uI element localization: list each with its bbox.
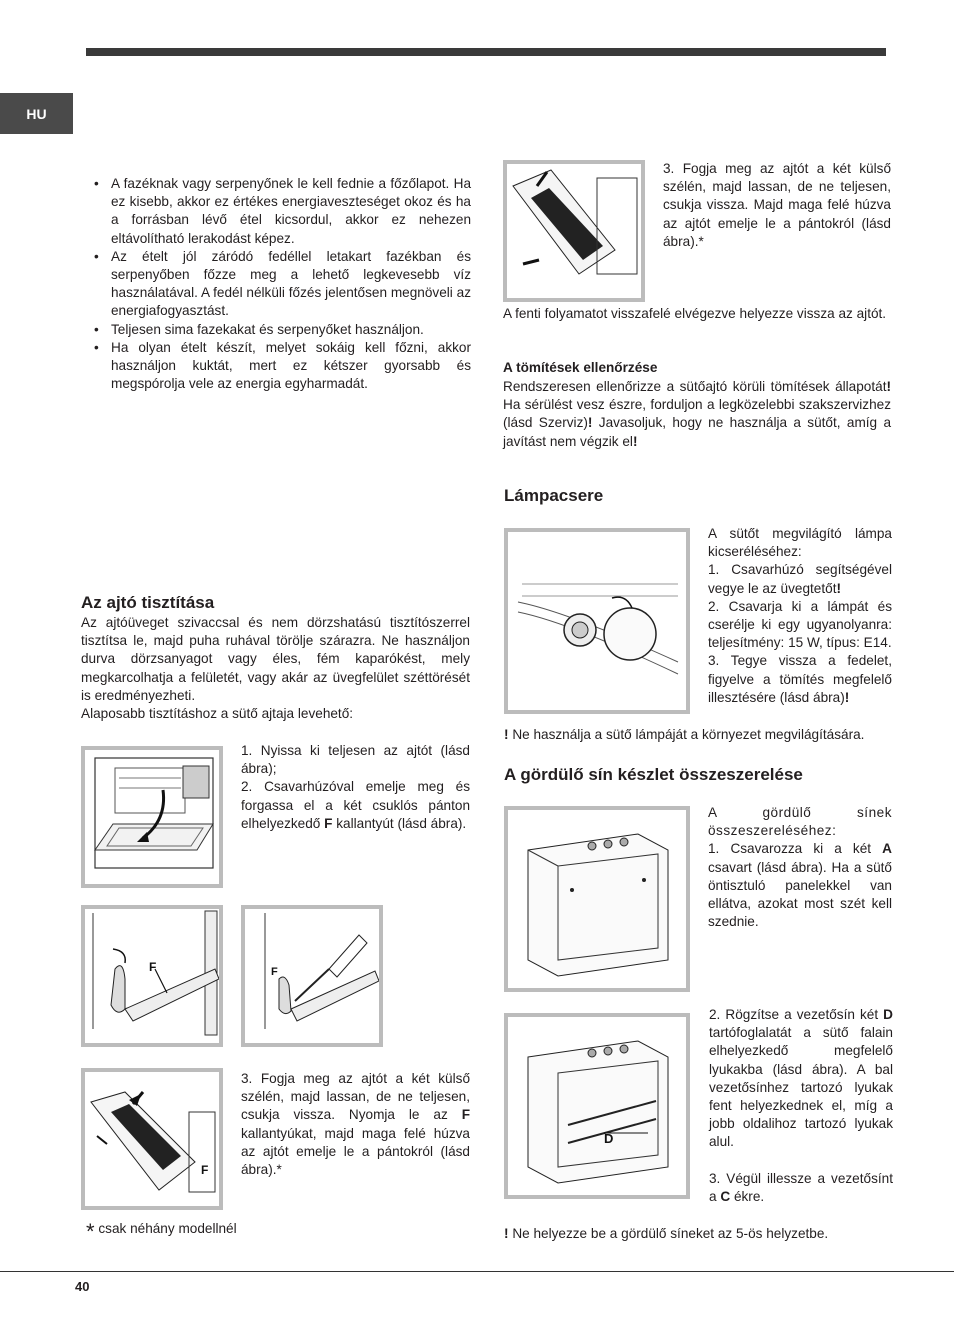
figure-lamp [504, 528, 690, 714]
letter-f: F [461, 1107, 470, 1123]
energy-tips-list [81, 175, 471, 393]
list-item: • Az ételt jól záródó fedéllel letakart fazékban és serpenyőben főzze meg a lehető legkevesebb víz használatával. A fedél nélküli főzés jelentősen megnöveli az energiafogyasztást. [81, 248, 471, 321]
list-item: • Ha olyan ételt készít, melyet sokáig kell főzni, akkor használjon kuktát, mert ez kétszer gyorsabb és megspórolja vele az energia egyharmadát. [81, 339, 471, 394]
figure-door-lift-right [503, 160, 645, 302]
footnote-star: * [86, 1219, 95, 1244]
figure-rail-mount [504, 1013, 690, 1199]
figure-screwdriver [241, 905, 383, 1047]
figure-oven-door-open [81, 746, 223, 888]
letter-a: A [882, 841, 892, 857]
letter-f: F [324, 815, 333, 831]
top-rule [86, 48, 886, 56]
door-step-3-right: 3. Fogja meg az ajtót a két külső szélén, majd lassan, de ne teljesen, csukja vissza. Majd maga felé húzva az ajtót emelje le a pántokról (lásd ábra).* [663, 161, 891, 249]
lamp-title: Lámpacsere [504, 486, 604, 505]
figure-hinge-lever [81, 905, 223, 1047]
door-cleaning-text: Az ajtóüveget szivaccsal és nem dörzshatású tisztítószerrel tisztítsa le, majd puha ruhával törölje szárazra. Ne használjon durva dörzsanyagot vagy éles, fém kaparókést, mely megkarcolhatja a felületét, vagy akár az üvegfelület széttörését is eredményezheti. Alaposabb tisztításhoz a sütő ajtaja levehető: [81, 615, 470, 722]
figure-door-lift-left [81, 1068, 223, 1210]
lamp-instructions: A sütőt megvilágító lámpa kicseréléséhez: 1. Csavarhúzó segítségével vegye le az üvegtetőt! 2. Csavarja ki a lámpát és cserélje ki egy ugyanolyanra: teljesítmény: 15 W, típus: E14. 3. Tegye vissza a fedelet, figyelve a tömítés megfelelő illesztésére (lásd ábra)! [708, 526, 892, 705]
rail-warning: ! Ne helyezze be a gördülő síneket az 5-ös helyzetbe. [504, 1226, 829, 1241]
figure-label-d: D [604, 1131, 614, 1146]
footnote: * csak néhány modellnél [86, 1219, 237, 1244]
door-step-1-2: 1. Nyissa ki teljesen az ajtót (lásd ábra); 2. Csavarhúzóval emelje meg és forgassa el a két csuklós pánton elhelyezkedő F kallantyút (lásd ábra). [241, 743, 470, 831]
list-item: • A fazéknak vagy serpenyőnek le kell fednie a főzőlapot. Ha ez kisebb, akkor ez értékes energiaveszteséget okoz és ha a forrásban lévő étel kicsordul, akkor ez nehezen eltávolítható lerakodást képez. [81, 175, 471, 248]
rail-step-2-3: 2. Rögzítse a vezetősín két D tartófoglalatát a sütő falain elhelyezkedő megfelelő lyukakba (lásd ábra). A bal vezetősínhez tartozó lyukak fent helyezkednek el, míg a jobb oldalihoz tartozó lyukak alul. 3. Végül illessze a vezetősínt a C ékre. [709, 1007, 893, 1204]
seals-title: A tömítések ellenőrzése [503, 360, 658, 375]
door-step-3-left: 3. Fogja meg az ajtót a két külső szélén, majd lassan, de ne teljesen, csukja vissza. Nyomja le az F kallantyúkat, majd maga felé húzva az ajtót emelje le a pántokról (lásd ábra).* [241, 1071, 470, 1178]
list-item: • Teljesen sima fazekakat és serpenyőket használjon. [81, 321, 471, 339]
bottom-rule [0, 1271, 954, 1272]
figure-label-f: F [201, 1163, 209, 1177]
figure-rail-screws [504, 806, 690, 992]
seals-text: Rendszeresen ellenőrizze a sütőajtó körüli tömítések állapotát! Ha sérülést vesz észre, forduljon a legközelebbi szakszervizhez (lásd Szerviz)! Javasoljuk, hogy ne használja a sütőt, amíg a javítást nem végzik el! [503, 379, 891, 449]
language-tab: HU [0, 93, 73, 134]
letter-c: C [720, 1188, 731, 1204]
figure-label-f: F [149, 960, 157, 974]
page-number: 40 [75, 1279, 90, 1294]
door-reattach-text: A fenti folyamatot visszafelé elvégezve helyezze vissza az ajtót. [503, 306, 887, 321]
rail-title: A gördülő sín készlet összeszerelése [504, 765, 803, 784]
figure-label-f: F [271, 966, 278, 978]
letter-d: D [883, 1007, 893, 1022]
warning-icon: ! [504, 727, 509, 742]
warning-icon: ! [504, 1226, 509, 1241]
door-cleaning-title: Az ajtó tisztítása [81, 593, 215, 612]
lamp-warning: ! Ne használja a sütő lámpáját a környezet megvilágítására. [504, 727, 865, 742]
rail-step-1: A gördülő sínek összeszereléséhez: 1. Csavarozza ki a két A csavart (lásd ábra). Ha a sütő öntisztuló panelekkel van ellátva, azokat most szét kell szednie. [708, 805, 892, 930]
